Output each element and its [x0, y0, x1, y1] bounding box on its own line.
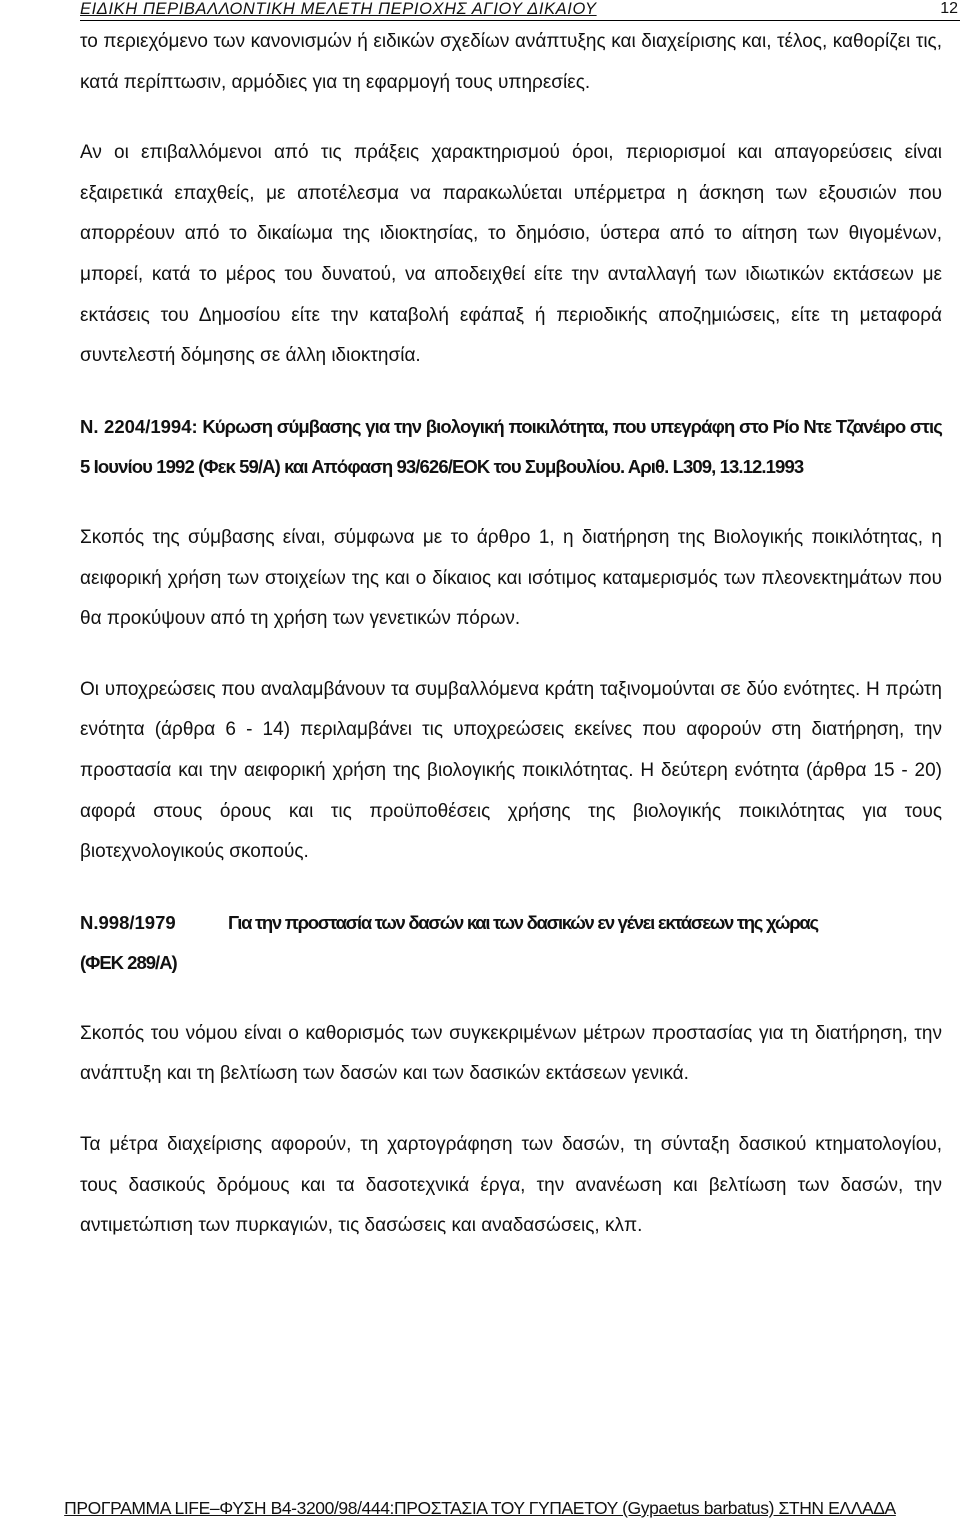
- footer-program-text: ΠΡΟΓΡΑΜΜΑ LIFE–ΦΥΣΗ Β4-3200/98/444:ΠΡΟΣΤΑΣΙΑ ΤΟΥ ΓΥΠΑΕΤΟΥ (Gypaetus barbatus) ΣΤΗΝ ΕΛΛΑΔΑ: [64, 1498, 896, 1518]
- page-number: 12: [940, 0, 958, 17]
- paragraph-obligations: Οι υποχρεώσεις που αναλαμβάνουν τα συμβαλλόμενα κράτη ταξινομούνται σε δύο ενότητες. Η πρώτη ενότητα (άρθρα 6 - 14) περιλαμβάνει τις υποχρεώσεις εκείνες που αφορούν στη διατήρηση, την προστασία και την αειφορική χρήση της βιολογικής ποικιλότητας. Η δεύτερη ενότητα (άρθρα 15 - 20) αφορά στους όρους και τις προϋποθέσεις χρήσης της βιολογικής ποικιλότητας για τους βιοτεχνολογικούς σκοπούς.: [80, 678, 942, 863]
- page-footer: [0, 1498, 960, 1519]
- paragraph-continuation: το περιεχόμενο των κανονισμών ή ειδικών σχεδίων ανάπτυξης και διαχείρισης και, τέλος, καθορίζει τις, κατά περίπτωσιν, αρμόδιες για τη εφαρμογή τους υπηρεσίες.: [80, 31, 942, 93]
- paragraph-law-purpose: Σκοπός του νόμου είναι ο καθορισμός των συγκεκριμένων μέτρων προστασίας για τη διατήρηση, την ανάπτυξη και τη βελτίωση των δασών και των δασικών εκτάσεων γενικά.: [80, 1022, 942, 1085]
- law-998-number: Ν.998/1979: [80, 911, 176, 933]
- page-header: [80, 0, 960, 21]
- paragraph-management-measures: Τα μέτρα διαχείρισης αφορούν, τη χαρτογράφηση των δασών, τη σύνταξη δασικού κτηματολογίου, τους δασικούς δρόμους και τα δασοτεχνικά έργα, την ανανέωση και βελτίωση των δασών, την αντιμετώπιση των πυρκαγιών, τις δασώσεις και αναδασώσεις, κλπ.: [80, 1134, 942, 1237]
- law-998-fek: (ΦΕΚ 289/Α): [80, 952, 177, 974]
- law-2204-title: Κύρωση σύμβασης για την βιολογική ποικιλότητα, που υπεγράφη στο Ρίο Ντε Τζανέιρο στις 5 Ιουνίου 1992 (Φεκ 59/Α) και Απόφαση 93/626/ΕΟΚ του Συμβουλίου. Αριθ. L309, 13.12.1993: [80, 415, 942, 478]
- document-body: [80, 22, 942, 1247]
- law-2204-number: Ν. 2204/1994:: [80, 415, 198, 437]
- law-998-title: Για την προστασία των δασών και των δασικών εν γένει εκτάσεων της χώρας: [228, 911, 818, 933]
- law-998-heading: [80, 903, 942, 944]
- document-title: ΕΙΔΙΚΗ ΠΕΡΙΒΑΛΛΟΝΤΙΚΗ ΜΕΛΕΤΗ ΠΕΡΙΟΧΗΣ ΑΓΙΟΥ ΔΙΚΑΙΟΥ: [80, 0, 597, 18]
- paragraph-compensation: Αν οι επιβαλλόμενοι από τις πράξεις χαρακτηρισμού όροι, περιορισμοί και απαγορεύσεις είναι εξαιρετικά επαχθείς, με αποτέλεσμα να παρακωλύεται υπέρμετρα η άσκηση των εξουσιών που απορρέουν από το δικαίωμα της ιδιοκτησίας, το δημόσιο, ύστερα από το αίτηση των θιγομένων, μπορεί, κατά το μέρος του δυνατού, να αποδειχθεί είτε την ανταλλαγή των ιδιωτικών εκτάσεων με εκτάσεις του Δημοσίου είτε την καταβολή εφάπαξ ή περιοδικής αποζημιώσεις, είτε τη μεταφορά συντελεστή δόμησης σε άλλη ιδιοκτησία.: [80, 142, 942, 367]
- law-2204-heading: [80, 407, 942, 488]
- paragraph-convention-purpose: Σκοπός της σύμβασης είναι, σύμφωνα με το άρθρο 1, η διατήρηση της Βιολογικής ποικιλότητας, η αειφορική χρήση των στοιχείων της και ο δίκαιος και ισότιμος καταμερισμός των πλεονεκτημάτων που θα προκύψουν από τη χρήση των γενετικών πόρων.: [80, 526, 942, 630]
